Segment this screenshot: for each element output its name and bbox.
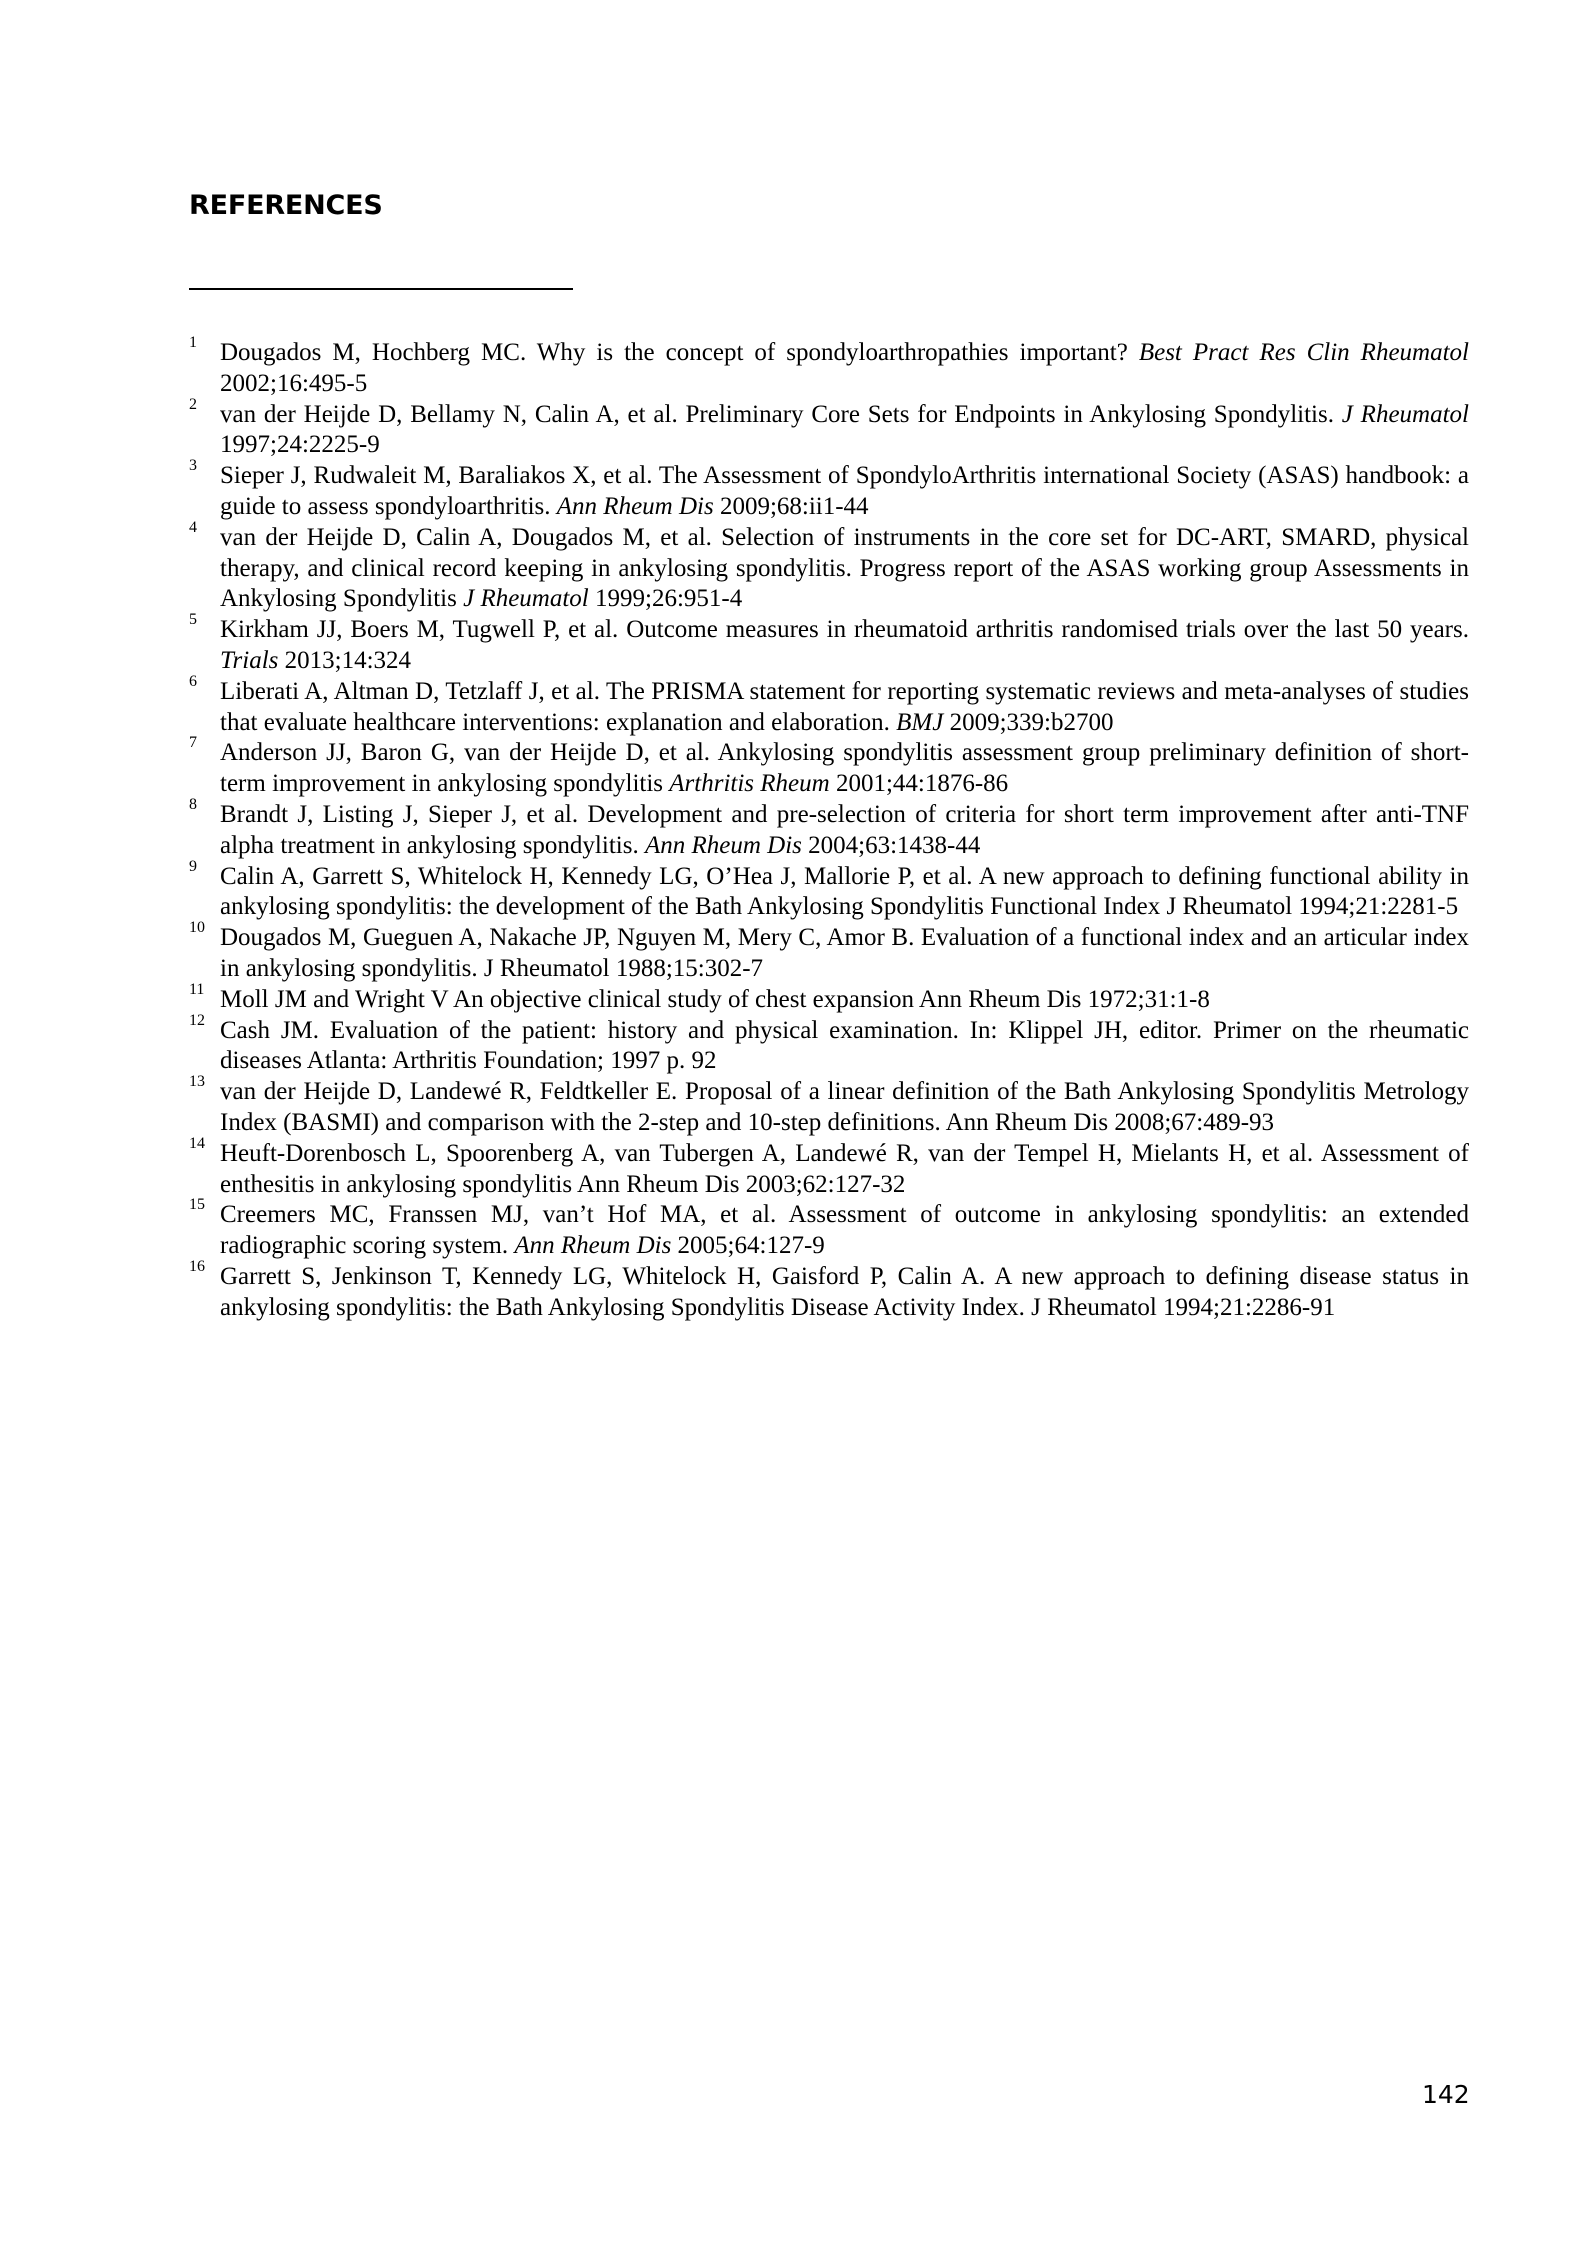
reference-text-segment: Calin A, Garrett S, Whitelock H, Kennedy LG, O’Hea J, Mallorie P, et al. A new approach to defining functional ability in ankylosing spondylitis: the development of the Bath Ankylosing Spondylitis Functional Index J Rheumatol 1994;21:2281-5 <box>220 862 1469 921</box>
reference-item <box>189 734 1469 800</box>
reference-text <box>220 1201 1469 1259</box>
reference-text <box>220 678 1469 736</box>
reference-text-segment: van der Heijde D, Calin A, Dougados M, et al. Selection of instruments in the core set for DC-ART, SMARD, physical therapy, and clinical record keeping in ankylosing spondylitis. Progress report of the ASAS working group Assessments in Ankylosing Spondylitis <box>220 523 1469 613</box>
reference-text <box>220 1017 1469 1075</box>
reference-text <box>220 986 1210 1013</box>
reference-item <box>189 1257 1469 1324</box>
reference-item <box>189 334 1469 400</box>
journal-title: Best Pract Res Clin Rheumatol <box>1138 339 1469 366</box>
reference-text-segment: 2004;63:1438-44 <box>801 831 981 859</box>
reference-text <box>220 1078 1469 1136</box>
reference-number: 6 <box>189 672 197 690</box>
footnote-separator <box>189 288 573 290</box>
references-heading: REFERENCES <box>189 190 383 221</box>
reference-text-segment: Dougados M, Gueguen A, Nakache JP, Nguyen M, Mery C, Amor B. Evaluation of a functional index and an articular index in ankylosing spondylitis. J Rheumatol 1988;15:302-7 <box>220 924 1469 982</box>
journal-title: Arthritis Rheum <box>669 770 830 798</box>
reference-text <box>220 924 1469 982</box>
reference-number: 5 <box>189 611 197 629</box>
reference-number: 3 <box>189 457 197 475</box>
reference-number: 10 <box>189 919 205 937</box>
journal-title: J Rheumatol <box>1341 400 1469 428</box>
reference-item <box>189 1073 1469 1139</box>
reference-text <box>220 1263 1469 1321</box>
reference-number: 14 <box>189 1134 205 1152</box>
reference-item <box>189 395 1469 462</box>
reference-text-segment: Brandt J, Listing J, Sieper J, et al. Development and pre-selection of criteria for short term improvement after anti-TNF alpha treatment in ankylosing spondylitis. <box>220 800 1469 859</box>
reference-item <box>189 457 1469 523</box>
reference-text-segment: 2013;14:324 <box>278 646 412 674</box>
reference-number: 8 <box>189 795 197 813</box>
journal-title: Ann Rheum Dis <box>644 831 802 859</box>
reference-text <box>220 401 1469 459</box>
reference-list <box>189 334 1469 1324</box>
reference-number: 9 <box>189 857 197 875</box>
reference-text-segment: Kirkham JJ, Boers M, Tugwell P, et al. Outcome measures in rheumatoid arthritis randomised trials over the last 50 years. <box>220 616 1469 644</box>
reference-number: 2 <box>189 395 197 413</box>
reference-item <box>189 518 1469 615</box>
reference-number: 15 <box>189 1196 205 1214</box>
reference-text-segment: Heuft-Dorenbosch L, Spoorenberg A, van Tubergen A, Landewé R, van der Tempel H, Mielants H, et al. Assessment of enthesitis in ankylosing spondylitis Ann Rheum Dis 2003;62:127-32 <box>220 1139 1469 1198</box>
journal-title: Trials <box>220 646 279 674</box>
reference-item <box>189 795 1469 862</box>
reference-item <box>189 672 1469 739</box>
reference-text-segment: Creemers MC, Franssen MJ, van’t Hof MA, et al. Assessment of outcome in ankylosing spondylitis: an extended radiographic scoring system. <box>220 1201 1469 1260</box>
reference-text-segment: Sieper J, Rudwaleit M, Baraliakos X, et al. The Assessment of SpondyloArthritis international Society (ASAS) handbook: a guide to assess spondyloarthritis. <box>220 462 1469 520</box>
reference-text <box>220 739 1469 797</box>
reference-text-segment: 1999;26:951-4 <box>588 585 743 613</box>
reference-text <box>220 616 1469 674</box>
reference-number: 4 <box>189 518 197 536</box>
reference-text-segment: Liberati A, Altman D, Tetzlaff J, et al. The PRISMA statement for reporting systematic reviews and meta-analyses of studies that evaluate healthcare interventions: explanation and elaboration. <box>220 677 1469 736</box>
reference-text-segment: 2002;16:495-5 <box>220 369 368 397</box>
reference-number: 12 <box>189 1011 205 1029</box>
reference-number: 13 <box>189 1073 205 1091</box>
reference-item <box>189 980 1469 1016</box>
journal-title: BMJ <box>896 708 944 736</box>
reference-text-segment: Cash JM. Evaluation of the patient: history and physical examination. In: Klippel JH, editor. Primer on the rheumatic diseases Atlanta: Arthritis Foundation; 1997 p. 92 <box>220 1016 1469 1075</box>
reference-text-segment: Dougados M, Hochberg MC. Why is the concept of spondyloarthropathies important? <box>220 339 1139 366</box>
reference-text <box>220 801 1469 859</box>
reference-text <box>220 1140 1469 1198</box>
journal-title: J Rheumatol <box>463 585 589 613</box>
reference-text-segment: 2001;44:1876-86 <box>829 770 1009 798</box>
reference-text <box>220 863 1469 921</box>
reference-text-segment: 1997;24:2225-9 <box>220 431 380 459</box>
reference-number: 1 <box>189 334 197 351</box>
reference-text <box>220 339 1469 397</box>
reference-text-segment: 2009;68:ii1-44 <box>713 492 869 520</box>
reference-text <box>220 524 1469 613</box>
reference-text <box>220 462 1469 520</box>
reference-text-segment: 2009;339:b2700 <box>943 708 1114 736</box>
reference-text-segment: Anderson JJ, Baron G, van der Heijde D, et al. Ankylosing spondylitis assessment group preliminary definition of short-term improvement in ankylosing spondylitis <box>220 739 1469 798</box>
reference-number: 7 <box>189 734 197 752</box>
reference-item <box>189 1011 1469 1078</box>
journal-title: Ann Rheum Dis <box>514 1232 672 1260</box>
reference-text-segment: Garrett S, Jenkinson T, Kennedy LG, Whitelock H, Gaisford P, Calin A. A new approach to defining disease status in ankylosing spondylitis: the Bath Ankylosing Spondylitis Disease Activity Index. J Rheumatol 1994;21:2286-91 <box>220 1262 1469 1321</box>
reference-text-segment: van der Heijde D, Landewé R, Feldtkeller E. Proposal of a linear definition of the Bath Ankylosing Spondylitis Metrology Index (BASMI) and comparison with the 2-step and 10-step definitions. Ann Rheum Dis 2008;67:489-93 <box>220 1078 1469 1136</box>
page-number: 142 <box>1422 2080 1470 2109</box>
reference-number: 11 <box>189 980 205 998</box>
reference-text-segment: Moll JM and Wright V An objective clinical study of chest expansion Ann Rheum Dis 1972;31:1-8 <box>220 985 1210 1013</box>
reference-item <box>189 1134 1469 1201</box>
reference-item <box>189 1196 1469 1262</box>
reference-item <box>189 611 1469 677</box>
journal-title: Ann Rheum Dis <box>556 492 714 520</box>
reference-item <box>189 857 1469 924</box>
reference-number: 16 <box>189 1257 205 1275</box>
reference-text-segment: 2005;64:127-9 <box>671 1232 825 1260</box>
reference-item <box>189 919 1469 985</box>
reference-text-segment: van der Heijde D, Bellamy N, Calin A, et al. Preliminary Core Sets for Endpoints in Ankylosing Spondylitis. <box>220 400 1342 428</box>
